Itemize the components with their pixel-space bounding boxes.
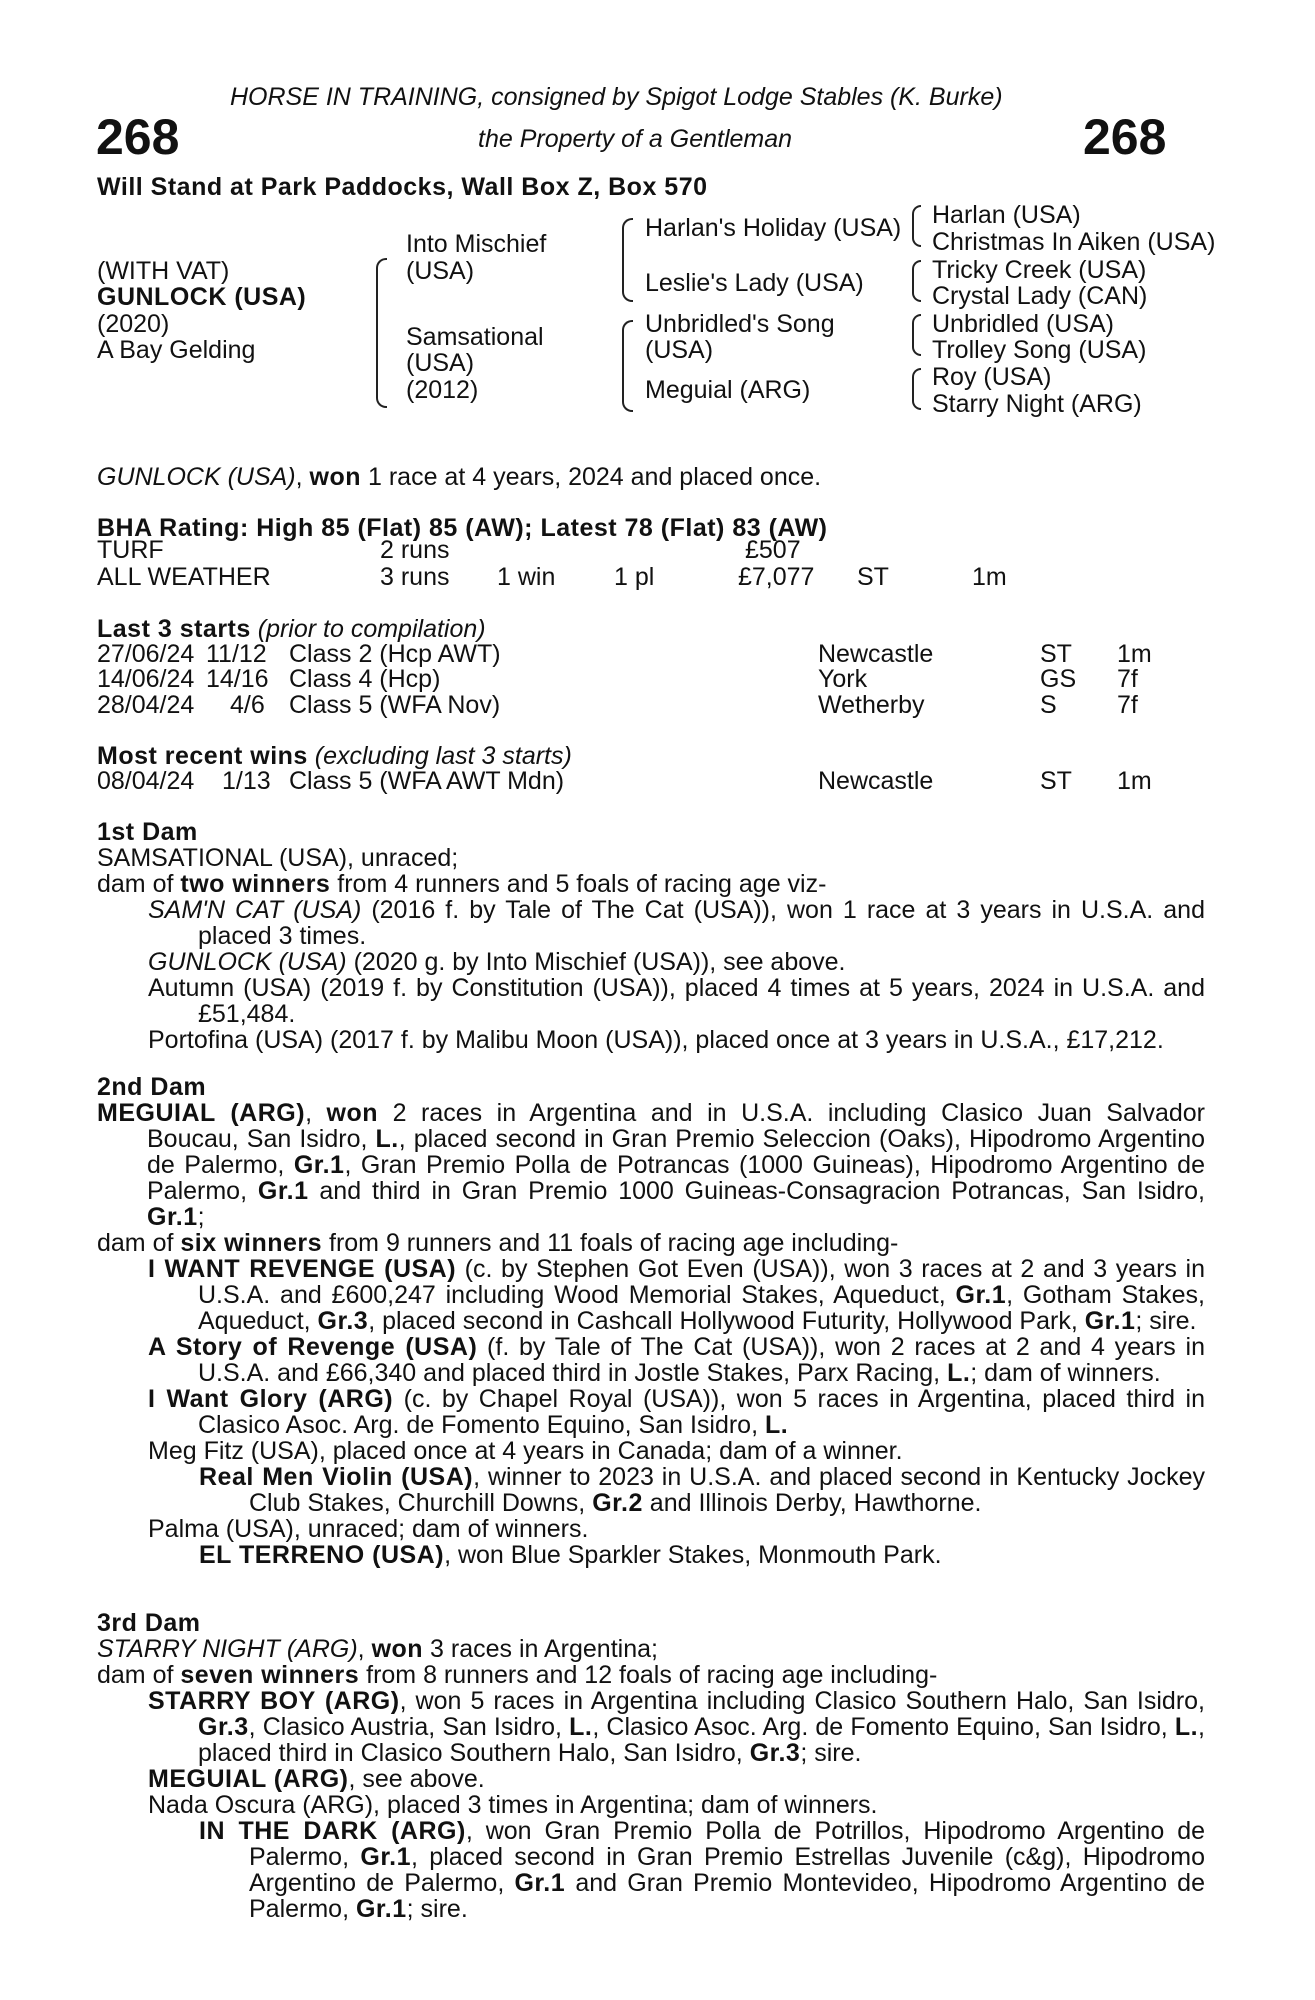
last3-heading-ital: (prior to compilation) bbox=[250, 615, 486, 643]
rating-aw-distance: 1m bbox=[972, 563, 1007, 591]
produce-rest: ; dam of winners. bbox=[970, 1359, 1161, 1387]
pedigree-g2: Christmas In Aiken (USA) bbox=[932, 228, 1216, 256]
pedigree-g4: Crystal Lady (CAN) bbox=[932, 282, 1148, 310]
summary-rest: 1 race at 4 years, 2024 and placed once. bbox=[361, 463, 822, 491]
group-label: Gr.3 bbox=[317, 1307, 369, 1335]
group-label: Gr.1 bbox=[1084, 1307, 1136, 1335]
horse-year: (2020) bbox=[97, 310, 170, 338]
third-dam-heading: 3rd Dam bbox=[97, 1609, 201, 1637]
produce-name: Real Men Violin (USA) bbox=[199, 1463, 474, 1491]
record-text: 2 races in Argentina and in U.S.A. including Clasico Juan Salvador Boucau, San Isidro, bbox=[147, 1099, 1205, 1153]
last3-pos: 11/12 bbox=[206, 640, 267, 668]
group-label: Gr.1 bbox=[514, 1869, 566, 1897]
race-summary bbox=[97, 464, 821, 490]
produce-rest: ; sire. bbox=[406, 1895, 468, 1923]
rating-aw-wins: 1 win bbox=[497, 563, 556, 591]
last3-dist: 7f bbox=[1117, 665, 1138, 693]
produce-item bbox=[148, 1256, 1205, 1334]
lot-number-left: 268 bbox=[96, 109, 180, 165]
sire-sire: Harlan's Holiday (USA) bbox=[645, 214, 902, 242]
produce-name: MEGUIAL (ARG) bbox=[148, 1765, 349, 1793]
last3-course: York bbox=[818, 665, 868, 693]
won-label: won bbox=[326, 1099, 379, 1127]
bha-rating: BHA Rating: High 85 (Flat) 85 (AW); Latest 78 (Flat) 83 (AW) bbox=[97, 514, 828, 542]
produce-item bbox=[148, 897, 1205, 949]
listed-label: L. bbox=[569, 1713, 593, 1741]
group-label: Gr.2 bbox=[592, 1489, 643, 1517]
group-label: Gr.1 bbox=[355, 1895, 407, 1923]
produce-name: STARRY BOY (ARG) bbox=[148, 1687, 400, 1715]
record-text: , Gran Premio Polla de Potrancas (1000 Guineas), Hipodromo Argentino de Palermo, bbox=[147, 1151, 1205, 1205]
rating-aw-surface: ALL WEATHER bbox=[97, 563, 271, 591]
grand-produce-item bbox=[199, 1542, 1205, 1568]
dam-of-c: from 9 runners and 11 foals of racing age including- bbox=[322, 1229, 899, 1257]
produce-rest: (2016 f. by Tale of The Cat (USA)), won 1 race at 3 years in U.S.A. and placed 3 times. bbox=[198, 896, 1205, 950]
produce-rest: ; sire. bbox=[1135, 1307, 1197, 1335]
produce-item bbox=[148, 1688, 1205, 1766]
second-dam-name: MEGUIAL (ARG) bbox=[97, 1099, 306, 1127]
last3-date: 14/06/24 bbox=[97, 665, 195, 693]
last3-dist: 7f bbox=[1117, 691, 1138, 719]
recent-heading-ital: (excluding last 3 starts) bbox=[307, 742, 572, 770]
pedigree-g5: Unbridled (USA) bbox=[932, 310, 1115, 338]
produce-item: Palma (USA), unraced; dam of winners. bbox=[148, 1515, 589, 1543]
group-label: Gr.3 bbox=[749, 1739, 801, 1767]
dam-sire-name: Unbridled's Song bbox=[645, 310, 835, 338]
last3-pos: 14/16 bbox=[206, 665, 269, 693]
produce-name: I WANT REVENGE (USA) bbox=[148, 1255, 457, 1283]
last3-class: Class 5 (WFA Nov) bbox=[289, 691, 501, 719]
produce-rest: , placed second in Gran Premio Estrellas Juvenile (c&g), Hipodromo Argentino de Palermo, bbox=[249, 1843, 1205, 1897]
third-dam-produce-line bbox=[97, 1662, 1205, 1688]
produce-rest: , placed third in Clasico Southern Halo, San Isidro, bbox=[198, 1713, 1205, 1767]
produce-rest: , won Blue Sparkler Stakes, Monmouth Park. bbox=[444, 1541, 942, 1569]
dam-country: (USA) bbox=[406, 349, 475, 377]
produce-rest: (c. by Stephen Got Even (USA)), won 3 races at 2 and 3 years in U.S.A. and £600,247 including Wood Memorial Stakes, Aqueduct, bbox=[198, 1255, 1205, 1309]
produce-name: IN THE DARK (ARG) bbox=[199, 1817, 466, 1845]
produce-rest: , Clasico Asoc. Arg. de Fomento Equino, San Isidro, bbox=[592, 1713, 1175, 1741]
produce-rest: , won 5 races in Argentina including Clasico Southern Halo, San Isidro, bbox=[399, 1687, 1205, 1715]
sire-country: (USA) bbox=[406, 257, 475, 285]
produce-name: A Story of Revenge (USA) bbox=[148, 1333, 478, 1361]
produce-name: I Want Glory (ARG) bbox=[148, 1385, 394, 1413]
horse-description: A Bay Gelding bbox=[97, 336, 256, 364]
produce-name: EL TERRENO (USA) bbox=[199, 1541, 445, 1569]
produce-rest: , winner to 2023 in U.S.A. and placed second in Kentucky Jockey Club Stakes, Churchill Downs, bbox=[249, 1463, 1205, 1517]
recent-course: Newcastle bbox=[818, 767, 934, 795]
dam-of-winners: seven winners bbox=[180, 1661, 360, 1689]
stand-location: Will Stand at Park Paddocks, Wall Box Z, Box 570 bbox=[97, 173, 708, 201]
produce-rest: (2020 g. by Into Mischief (USA)), see above. bbox=[346, 948, 846, 976]
summary-sep: , bbox=[295, 463, 310, 491]
catalogue-subtitle: the Property of a Gentleman bbox=[478, 125, 793, 153]
group-label: Gr.1 bbox=[955, 1281, 1007, 1309]
group-label: Gr.1 bbox=[360, 1843, 412, 1871]
dam-of-c: from 8 runners and 12 foals of racing age including- bbox=[359, 1661, 938, 1689]
sire-name: Into Mischief bbox=[406, 230, 547, 258]
rating-aw-runs: 3 runs bbox=[380, 563, 450, 591]
last3-heading-bold: Last 3 starts bbox=[97, 615, 251, 643]
produce-item bbox=[148, 1386, 1205, 1438]
pedigree-brace-sire bbox=[622, 218, 633, 302]
recent-dist: 1m bbox=[1117, 767, 1152, 795]
produce-item bbox=[148, 1766, 1205, 1792]
second-dam-record bbox=[97, 1100, 1205, 1230]
grand-produce-item bbox=[199, 1464, 1205, 1516]
rating-turf-runs: 2 runs bbox=[380, 536, 450, 564]
last3-going: ST bbox=[1040, 640, 1072, 668]
first-dam-section bbox=[97, 819, 1205, 1053]
second-dam-section bbox=[97, 1074, 1205, 1568]
pedigree-brace-dam bbox=[622, 320, 633, 412]
last3-class: Class 2 (Hcp AWT) bbox=[289, 640, 501, 668]
dam-of-c: from 4 runners and 5 foals of racing age viz- bbox=[330, 870, 827, 898]
record-text: , placed second in Gran Premio Seleccion (Oaks), Hipodromo Argentino de Palermo, bbox=[147, 1125, 1206, 1179]
rating-turf-surface: TURF bbox=[97, 536, 164, 564]
first-dam-produce-line bbox=[97, 871, 1205, 897]
last3-course: Wetherby bbox=[818, 691, 925, 719]
group-label: Gr.1 bbox=[257, 1177, 309, 1205]
summary-won: won bbox=[309, 463, 362, 491]
last3-date: 27/06/24 bbox=[97, 640, 195, 668]
last3-going: S bbox=[1040, 691, 1057, 719]
produce-name: SAM'N CAT (USA) bbox=[148, 896, 362, 924]
group-label: Gr.3 bbox=[198, 1713, 249, 1741]
recent-class: Class 5 (WFA AWT Mdn) bbox=[289, 767, 565, 795]
produce-rest: , Clasico Austria, San Isidro, bbox=[248, 1713, 570, 1741]
third-dam-record bbox=[97, 1636, 1205, 1662]
last3-date: 28/04/24 bbox=[97, 691, 195, 719]
dam-name: Samsational bbox=[406, 323, 544, 351]
dam-of-a: dam of bbox=[97, 1229, 181, 1257]
horse-name: GUNLOCK (USA) bbox=[97, 283, 307, 311]
produce-item bbox=[148, 1334, 1205, 1386]
last3-going: GS bbox=[1040, 665, 1077, 693]
first-dam-line: SAMSATIONAL (USA), unraced; bbox=[97, 844, 459, 872]
vat-label: (WITH VAT) bbox=[97, 257, 230, 285]
rating-aw-placed: 1 pl bbox=[614, 563, 655, 591]
recent-going: ST bbox=[1040, 767, 1072, 795]
rating-aw-going: ST bbox=[857, 563, 889, 591]
summary-horse-name: GUNLOCK (USA) bbox=[97, 463, 296, 491]
record-text: and third in Gran Premio 1000 Guineas-Consagracion Potrancas, San Isidro, bbox=[308, 1177, 1205, 1205]
lot-number-right: 268 bbox=[1083, 109, 1167, 165]
last3-pos: 4/6 bbox=[230, 691, 265, 719]
third-dam-name: STARRY NIGHT (ARG) bbox=[97, 1635, 358, 1663]
produce-item: Portofina (USA) (2017 f. by Malibu Moon (USA)), placed once at 3 years in U.S.A., £17,212. bbox=[148, 1026, 1164, 1054]
produce-item bbox=[148, 949, 1205, 975]
pedigree-g7: Roy (USA) bbox=[932, 363, 1052, 391]
group-label: Gr.1 bbox=[293, 1151, 345, 1179]
group-label: Gr.1 bbox=[147, 1203, 198, 1231]
sire-dam: Leslie's Lady (USA) bbox=[645, 269, 864, 297]
grand-produce-item bbox=[199, 1818, 1205, 1922]
recent-pos: 1/13 bbox=[222, 767, 271, 795]
produce-rest: ; sire. bbox=[800, 1739, 862, 1767]
produce-name: GUNLOCK (USA) bbox=[148, 948, 347, 976]
dam-of-winners: six winners bbox=[180, 1229, 323, 1257]
sep: , bbox=[357, 1635, 372, 1663]
record-text: ; bbox=[197, 1203, 205, 1231]
won-label: won bbox=[371, 1635, 424, 1663]
recent-heading-bold: Most recent wins bbox=[97, 742, 308, 770]
pedigree-brace-g5 bbox=[912, 314, 921, 356]
dam-year: (2012) bbox=[406, 376, 479, 404]
pedigree-g3: Tricky Creek (USA) bbox=[932, 256, 1147, 284]
dam-of-a: dam of bbox=[97, 870, 181, 898]
recent-date: 08/04/24 bbox=[97, 767, 195, 795]
produce-rest: , placed second in Cashcall Hollywood Futurity, Hollywood Park, bbox=[368, 1307, 1085, 1335]
produce-rest: (f. by Tale of The Cat (USA)), won 2 races at 2 and 4 years in U.S.A. and £66,340 and placed third in Jostle Stakes, Parx Racing, bbox=[198, 1333, 1205, 1387]
pedigree-brace-main bbox=[376, 258, 387, 408]
listed-label: L. bbox=[947, 1359, 971, 1387]
produce-rest: (c. by Chapel Royal (USA)), won 5 races in Argentina, placed third in Clasico Asoc. Arg. de Fomento Equino, San Isidro, bbox=[198, 1385, 1205, 1439]
last3-course: Newcastle bbox=[818, 640, 934, 668]
produce-rest: and Gran Premio Montevideo, Hipodromo Argentino de Palermo, bbox=[249, 1869, 1205, 1923]
pedigree-brace-g7 bbox=[912, 368, 921, 410]
first-dam-heading: 1st Dam bbox=[97, 818, 198, 846]
produce-rest: , won Gran Premio Polla de Potrillos, Hipodromo Argentino de Palermo, bbox=[249, 1817, 1206, 1871]
listed-label: L. bbox=[764, 1411, 789, 1439]
sep: , bbox=[305, 1099, 327, 1127]
second-dam-produce-line bbox=[97, 1230, 1205, 1256]
produce-rest: , Gotham Stakes, Aqueduct, bbox=[198, 1281, 1205, 1335]
produce-item: Autumn (USA) (2019 f. by Constitution (USA)), placed 4 times at 5 years, 2024 in U.S.A. and £51,484. bbox=[148, 974, 1205, 1028]
pedigree-g6: Trolley Song (USA) bbox=[932, 336, 1147, 364]
dam-of-winners: two winners bbox=[180, 870, 331, 898]
record-text: 3 races in Argentina; bbox=[423, 1635, 658, 1663]
last3-class: Class 4 (Hcp) bbox=[289, 665, 441, 693]
rating-aw-earnings: £7,077 bbox=[738, 563, 815, 591]
last3-heading bbox=[97, 616, 486, 642]
produce-rest: and Illinois Derby, Hawthorne. bbox=[642, 1489, 982, 1517]
pedigree-g1: Harlan (USA) bbox=[932, 201, 1081, 229]
pedigree-brace-g3 bbox=[912, 260, 921, 302]
pedigree-brace-g1 bbox=[912, 205, 921, 247]
dam-dam: Meguial (ARG) bbox=[645, 376, 811, 404]
rating-turf-earnings: £507 bbox=[745, 536, 801, 564]
catalogue-title: HORSE IN TRAINING, consigned by Spigot Lodge Stables (K. Burke) bbox=[230, 83, 1003, 111]
pedigree-g8: Starry Night (ARG) bbox=[932, 390, 1142, 418]
produce-item: Meg Fitz (USA), placed once at 4 years in Canada; dam of a winner. bbox=[148, 1437, 903, 1465]
listed-label: L. bbox=[375, 1125, 399, 1153]
listed-label: L. bbox=[1174, 1713, 1199, 1741]
recent-heading bbox=[97, 743, 572, 769]
second-dam-heading: 2nd Dam bbox=[97, 1073, 207, 1101]
third-dam-section bbox=[97, 1610, 1205, 1922]
produce-rest: , see above. bbox=[348, 1765, 485, 1793]
dam-sire-country: (USA) bbox=[645, 336, 714, 364]
last3-dist: 1m bbox=[1117, 640, 1152, 668]
produce-item: Nada Oscura (ARG), placed 3 times in Argentina; dam of winners. bbox=[148, 1791, 878, 1819]
dam-of-a: dam of bbox=[97, 1661, 181, 1689]
